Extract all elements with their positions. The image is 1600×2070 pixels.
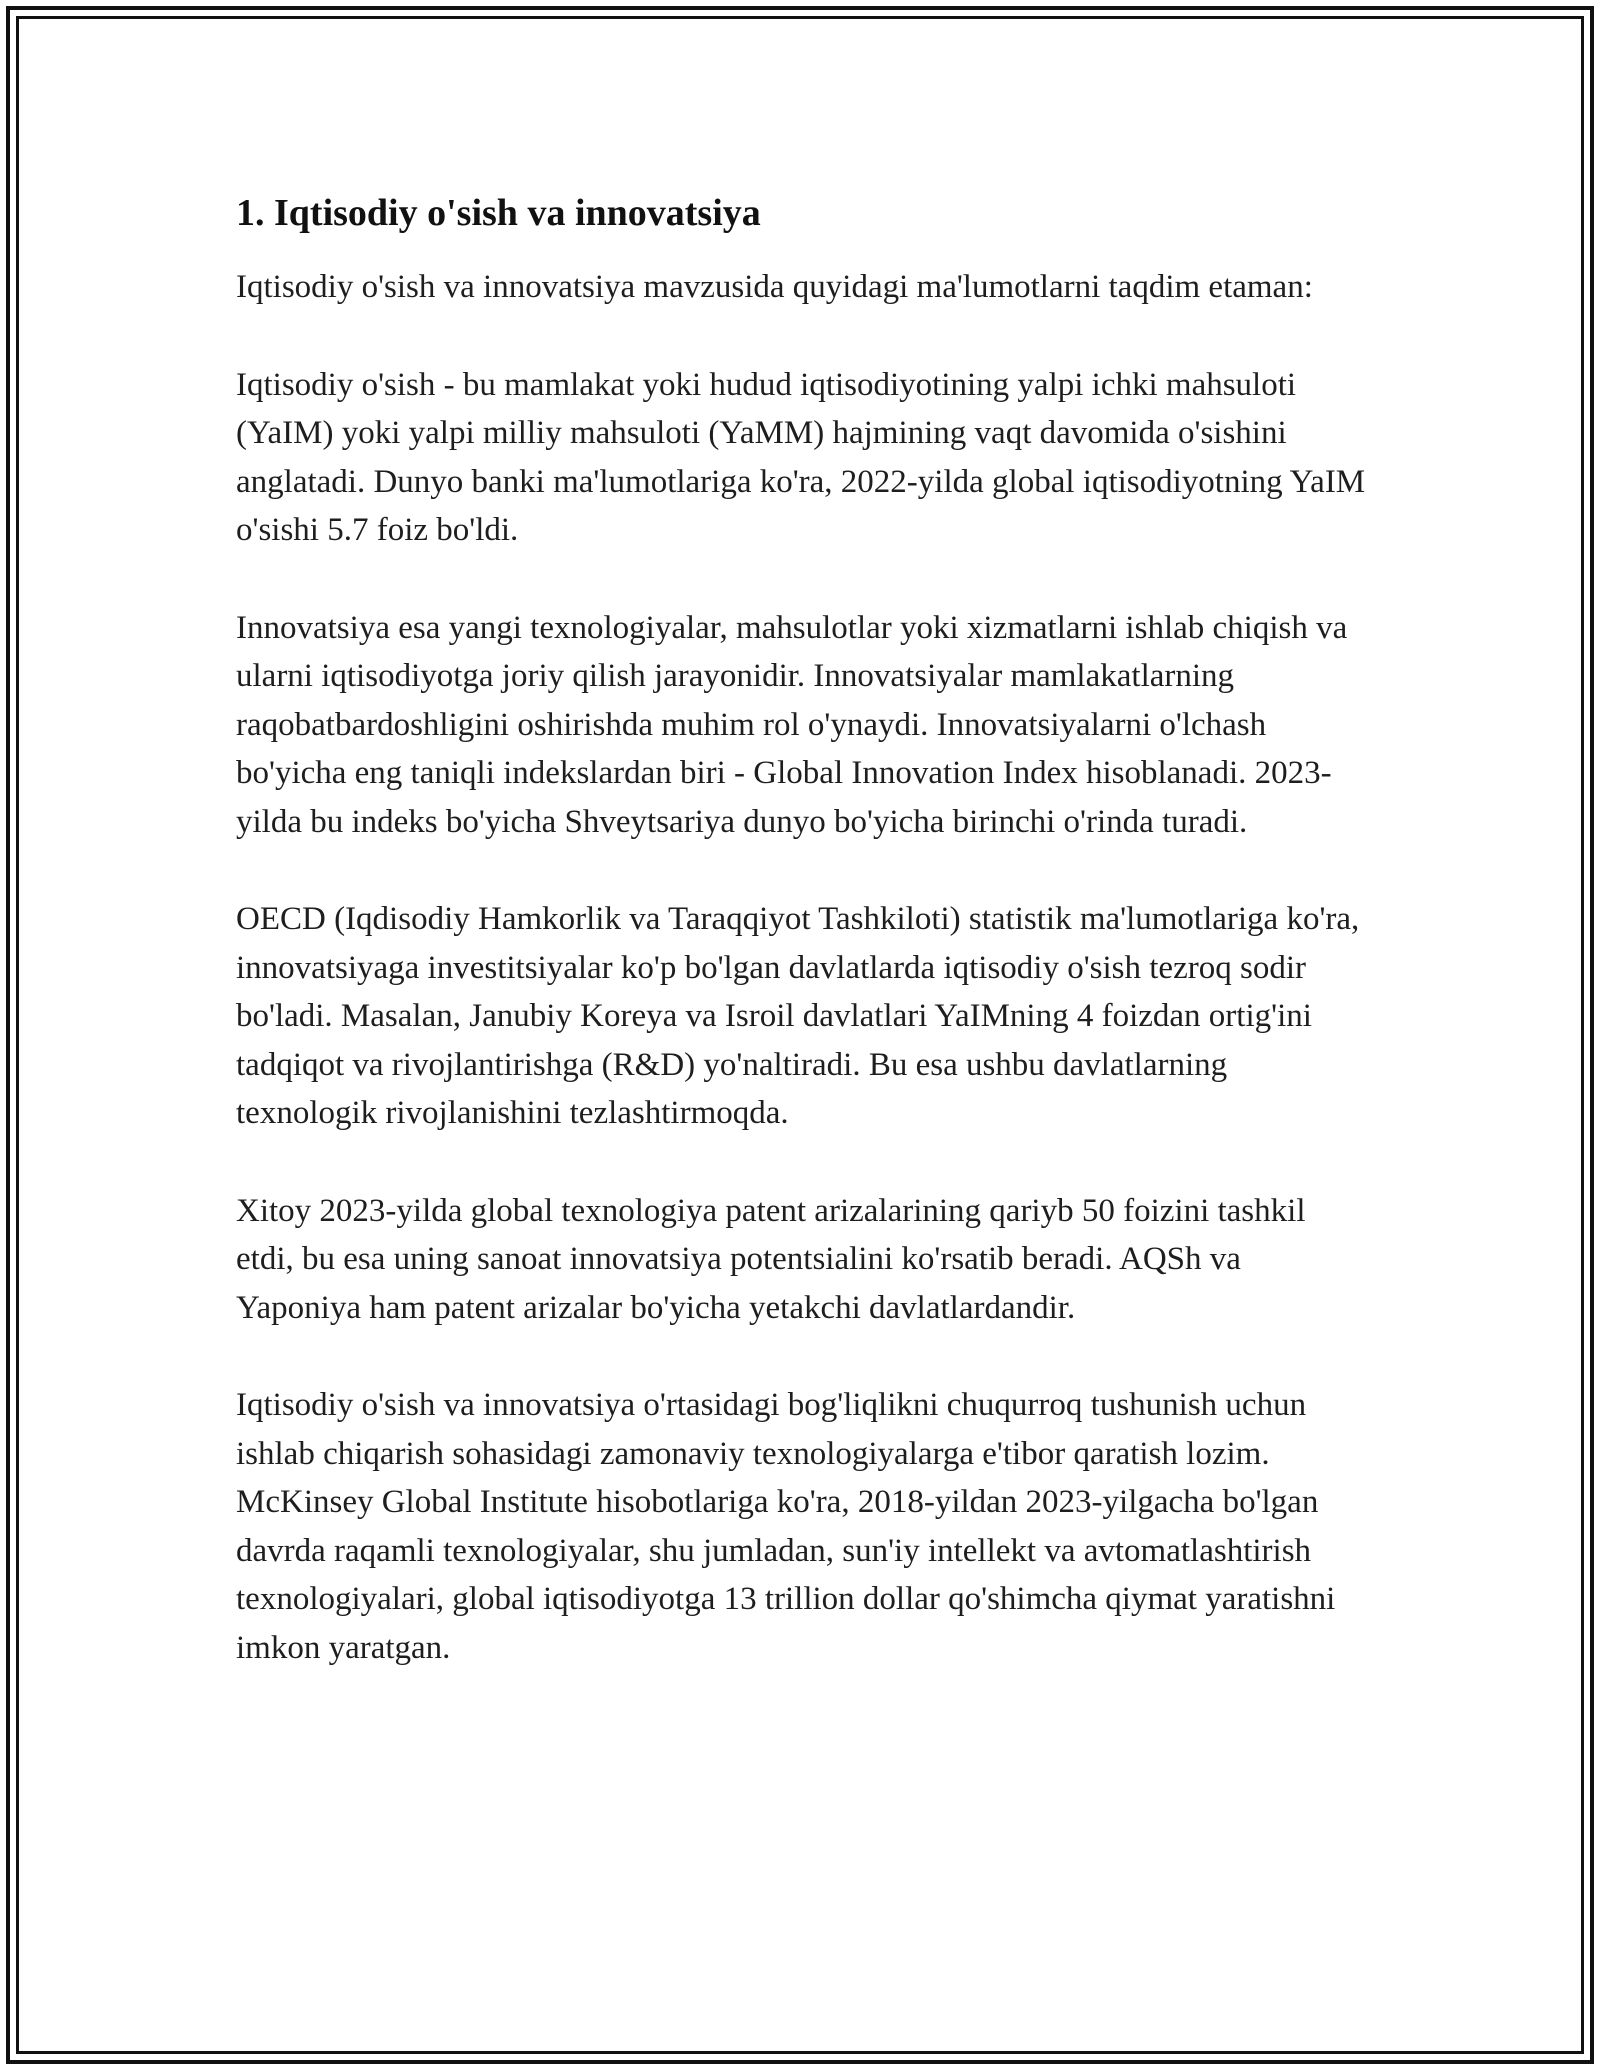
paragraph-economic-growth: Iqtisodiy o'sish - bu mamlakat yoki hudud iqtisodiyotining yalpi ichki mahsuloti (YaIM) yoki yalpi milliy mahsuloti (YaMM) hajmining vaqt davomida o'sishini anglatadi. Dunyo banki ma'lumotlariga ko'ra, 2022-yilda global iqtisodiyotning YaIM o'sishi 5.7 foiz bo'ldi. — [236, 366, 1366, 548]
paragraph-patents: Xitoy 2023-yilda global texnologiya patent arizalarining qariyb 50 foizini tashkil etdi, bu esa uning sanoat innovatsiya potentsialini ko'rsatib beradi. AQSh va Yaponiya ham patent arizalar bo'yicha yetakchi davlatlardandir. — [236, 1192, 1306, 1326]
paragraph-oecd: OECD (Iqdisodiy Hamkorlik va Taraqqiyot Tashkiloti) statistik ma'lumotlariga ko'ra, innovatsiyaga investitsiyalar ko'p bo'lgan davlatlarda iqtisodiy o'sish tezroq sodir bo'ladi. Masalan, Janubiy Koreya va Isroil davlatlari YaIMning 4 foizdan ortig'ini tadqiqot va rivojlantirishga (R&D) yo'naltiradi. Bu esa ushbu davlatlarning texnologik rivojlanishini tezlashtirmoqda. — [236, 901, 1360, 1131]
section-heading: 1. Iqtisodiy o'sish va innovatsiya — [236, 192, 761, 234]
paragraph-mckinsey: Iqtisodiy o'sish va innovatsiya o'rtasidagi bog'liqlikni chuqurroq tushunish uchun ishlab chiqarish sohasidagi zamonaviy texnologiyalarga e'tibor qaratish lozim. McKinsey Global Institute hisobotlariga ko'ra, 2018-yildan 2023-yilgacha bo'lgan davrda raqamli texnologiyalar, shu jumladan, sun'iy intellekt va avtomatlashtirish texnologiyalari, global iqtisodiyotga 13 trillion dollar qo'shimcha qiymat yaratishni imkon yaratgan. — [236, 1387, 1336, 1666]
document-body — [236, 185, 1366, 1672]
paragraph-intro: Iqtisodiy o'sish va innovatsiya mavzusida quyidagi ma'lumotlarni taqdim etaman: — [236, 269, 1313, 305]
paragraph-innovation: Innovatsiya esa yangi texnologiyalar, mahsulotlar yoki xizmatlarni ishlab chiqish va ularni iqtisodiyotga joriy qilish jarayonidir. Innovatsiyalar mamlakatlarning raqobatbardoshligini oshirishda muhim rol o'ynaydi. Innovatsiyalarni o'lchash bo'yicha eng taniqli indekslardan biri - Global Innovation Index hisoblanadi. 2023-yilda bu indeks bo'yicha Shveytsariya dunyo bo'yicha birinchi o'rinda turadi. — [236, 609, 1348, 840]
